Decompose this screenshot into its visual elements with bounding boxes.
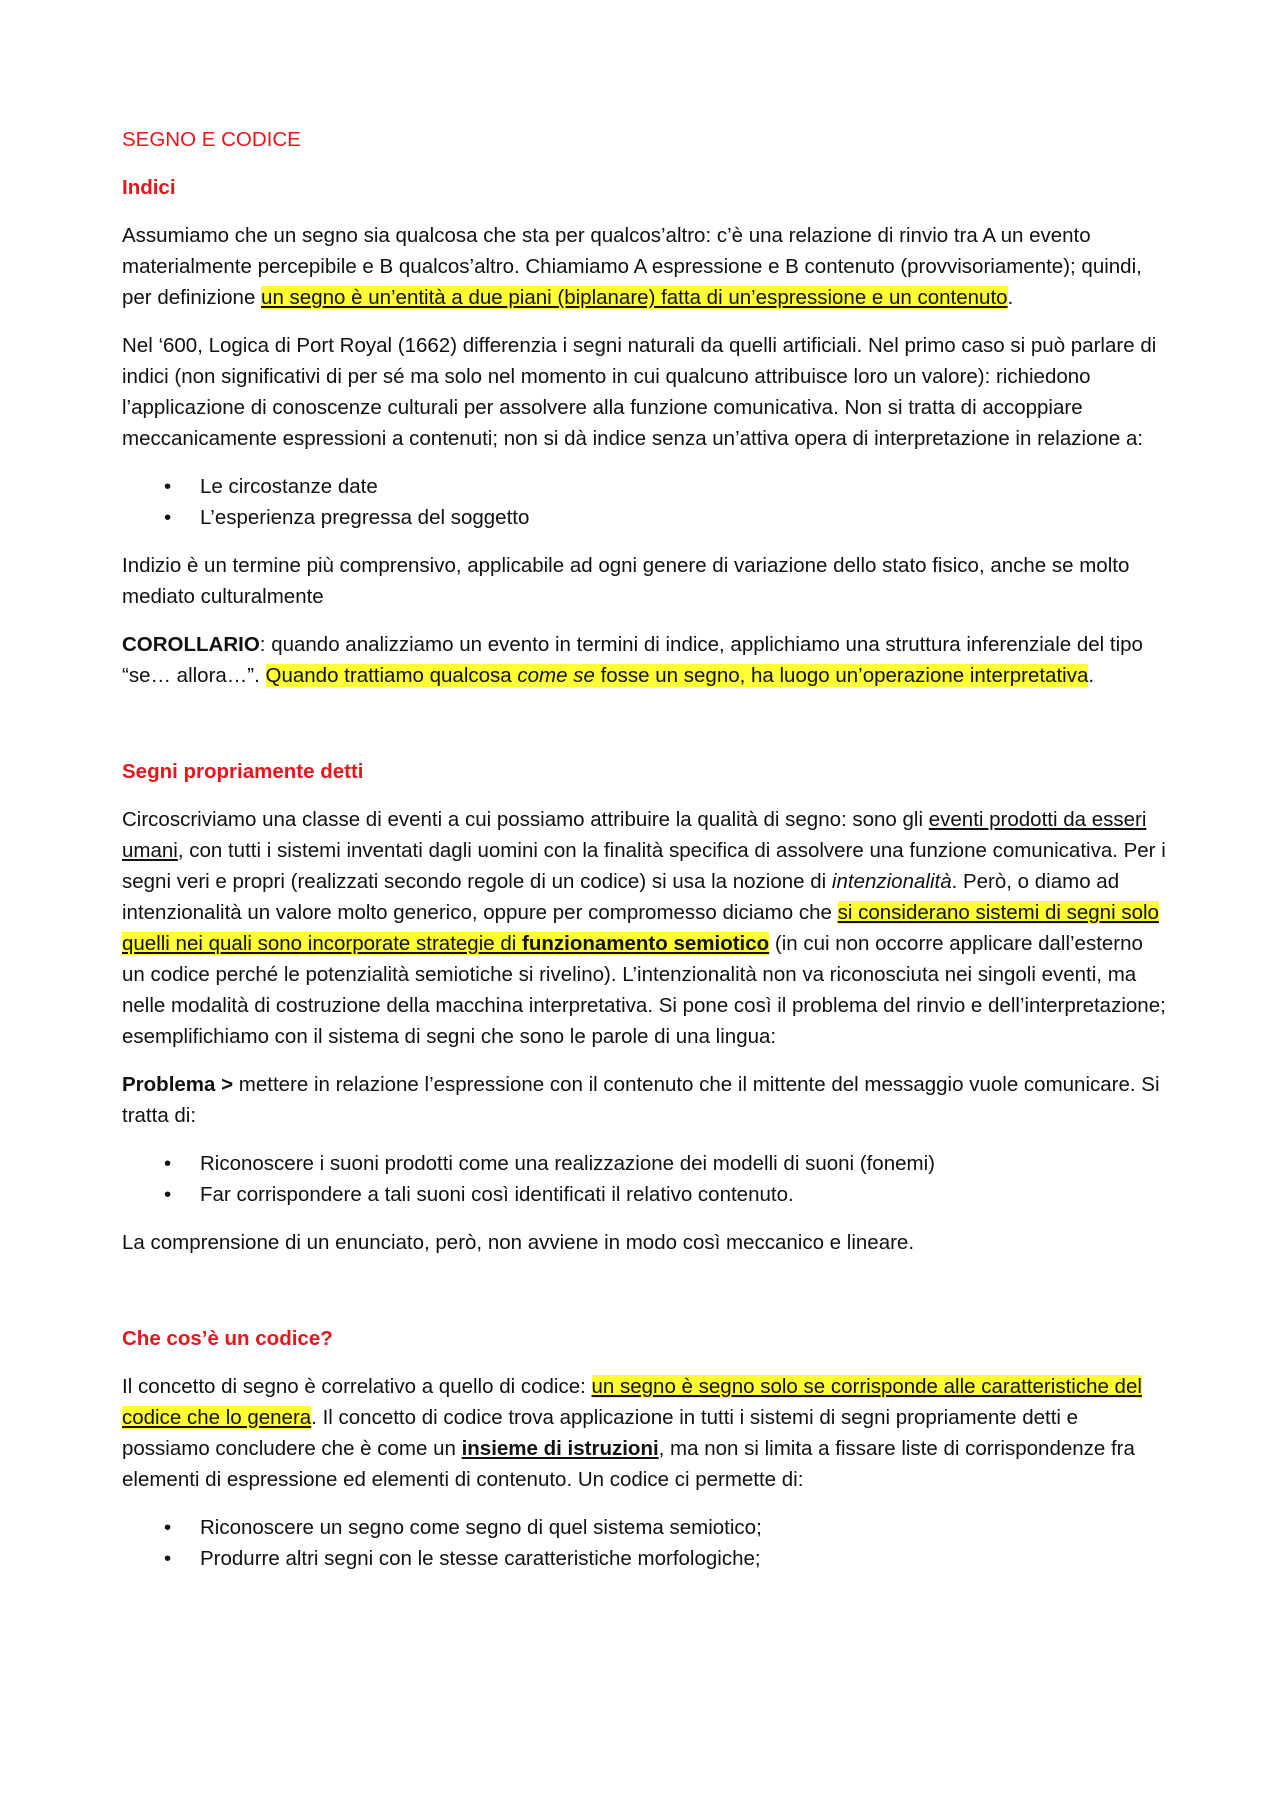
list-item xyxy=(122,502,1168,533)
italic-text: intenzionalità xyxy=(831,870,952,893)
heading-indici: Indici xyxy=(122,176,176,199)
highlighted-text: fosse un segno, ha luogo un’operazione interpretativa xyxy=(594,664,1089,687)
list-item-text: L’esperienza pregressa del soggetto xyxy=(200,506,530,529)
bullet-icon: • xyxy=(164,1183,172,1206)
underlined-text: eventi prodotti da esseri umani xyxy=(122,808,1147,862)
text-run: . xyxy=(1088,664,1095,687)
paragraph-segno-definizione xyxy=(122,220,1168,313)
bullet-icon: • xyxy=(164,1516,172,1539)
list-item-text: Riconoscere i suoni prodotti come una realizzazione dei modelli di suoni (fonemi) xyxy=(200,1152,935,1175)
corollario-label: COROLLARIO xyxy=(122,633,260,656)
text-run: Circoscriviamo una classe di eventi a cui possiamo attribuire la qualità di segno: sono gli xyxy=(122,808,929,831)
paragraph-indizio: Indizio è un termine più comprensivo, applicabile ad ogni genere di variazione dello stato fisico, anche se molto mediato culturalmente xyxy=(122,554,1130,608)
bullet-icon: • xyxy=(164,1152,172,1175)
document-title: SEGNO E CODICE xyxy=(122,128,301,151)
text-run: (in cui non occorre applicare dall’esterno un codice perché le potenzialità semiotiche si rivelino). L’intenzionalità non va riconosciuta nei singoli eventi, ma nelle modalità di costruzione della macchina interpretativa. Si pone così il problema del rinvio e dell’interpretazione; esemplifichiamo con il sistema di segni che sono le parole di una lingua: xyxy=(122,932,1166,1048)
paragraph-comprensione: La comprensione di un enunciato, però, non avviene in modo così meccanico e lineare. xyxy=(122,1231,915,1254)
list-item-text: Far corrispondere a tali suoni così identificati il relativo contenuto. xyxy=(200,1183,794,1206)
text-run: . xyxy=(1007,286,1014,309)
bullet-list-problema xyxy=(122,1148,1168,1210)
highlighted-text: un segno è segno solo se corrisponde alle caratteristiche del codice che lo genera xyxy=(122,1375,1142,1429)
highlighted-definition: un segno è un’entità a due piani (biplanare) fatta di un’espressione e un contenuto xyxy=(261,286,1008,309)
list-item-text: Riconoscere un segno come segno di quel sistema semiotico; xyxy=(200,1516,762,1539)
paragraph-concetto-di-segno xyxy=(122,1371,1168,1495)
paragraph-circoscriviamo xyxy=(122,804,1168,1052)
bullet-list-codice xyxy=(122,1512,1168,1574)
text-run: , ma non si limita a fissare liste di corrispondenze fra elementi di espressione ed elementi di contenuto. Un codice ci permette di: xyxy=(122,1437,1135,1491)
text-run: . Il concetto di codice trova applicazione in tutti i sistemi di segni propriamente detti e possiamo concludere che è come un xyxy=(122,1406,1079,1460)
bullet-list-indici xyxy=(122,471,1168,533)
text-run: : quando analizziamo un evento in termini di indice, applichiamo una struttura inferenziale del tipo “se… allora…”. xyxy=(122,633,1143,687)
bold-underlined-text: insieme di istruzioni xyxy=(461,1437,659,1460)
paragraph-problema xyxy=(122,1069,1168,1131)
bullet-icon: • xyxy=(164,506,172,529)
list-item-text: Produrre altri segni con le stesse caratteristiche morfologiche; xyxy=(200,1547,761,1570)
list-item xyxy=(122,1179,1168,1210)
highlighted-text: Quando trattiamo qualcosa xyxy=(265,664,518,687)
bullet-icon: • xyxy=(164,475,172,498)
problema-label: Problema > xyxy=(122,1073,234,1096)
list-item xyxy=(122,1148,1168,1179)
bullet-icon: • xyxy=(164,1547,172,1570)
highlighted-bold-text: funzionamento semiotico xyxy=(522,932,770,955)
text-run: Il concetto di segno è correlativo a quello di codice: xyxy=(122,1375,592,1398)
text-run: mettere in relazione l’espressione con il contenuto che il mittente del messaggio vuole comunicare. Si tratta di: xyxy=(122,1073,1160,1127)
paragraph-corollario xyxy=(122,629,1168,691)
list-item xyxy=(122,471,1168,502)
text-run: , con tutti i sistemi inventati dagli uomini con la finalità specifica di assolvere una funzione comunicativa. Per i segni veri e propri (realizzati secondo regole di un codice) si usa la nozione di xyxy=(122,839,1166,893)
text-run: . Però, o diamo ad intenzionalità un valore molto generico, oppure per compromesso diciamo che xyxy=(122,870,1120,924)
text-run: Assumiamo che un segno sia qualcosa che sta per qualcos’altro: c’è una relazione di rinvio tra A un evento materialmente percepibile e B qualcos’altro. Chiamiamo A espressione e B contenuto (provvisoriamente); quindi, per definizione xyxy=(122,224,1142,309)
highlighted-text: si considerano sistemi di segni solo quelli nei quali sono incorporate strategie di xyxy=(122,901,1159,955)
list-item-text: Le circostanze date xyxy=(200,475,378,498)
document-body xyxy=(122,124,1168,1574)
heading-segni-propriamente-detti: Segni propriamente detti xyxy=(122,760,364,783)
highlighted-italic-text: come se xyxy=(517,664,595,687)
paragraph-port-royal: Nel ‘600, Logica di Port Royal (1662) differenzia i segni naturali da quelli artificiali. Nel primo caso si può parlare di indici (non significativi di per sé ma solo nel momento in cui qualcuno attribuisce loro un valore): richiedono l’applicazione di conoscenze culturali per assolvere alla funzione comunicativa. Non si tratta di accoppiare meccanicamente espressioni a contenuti; non si dà indice senza un’attiva opera di interpretazione in relazione a: xyxy=(122,334,1157,450)
list-item xyxy=(122,1543,1168,1574)
heading-che-cos-e-un-codice: Che cos’è un codice? xyxy=(122,1327,333,1350)
list-item xyxy=(122,1512,1168,1543)
